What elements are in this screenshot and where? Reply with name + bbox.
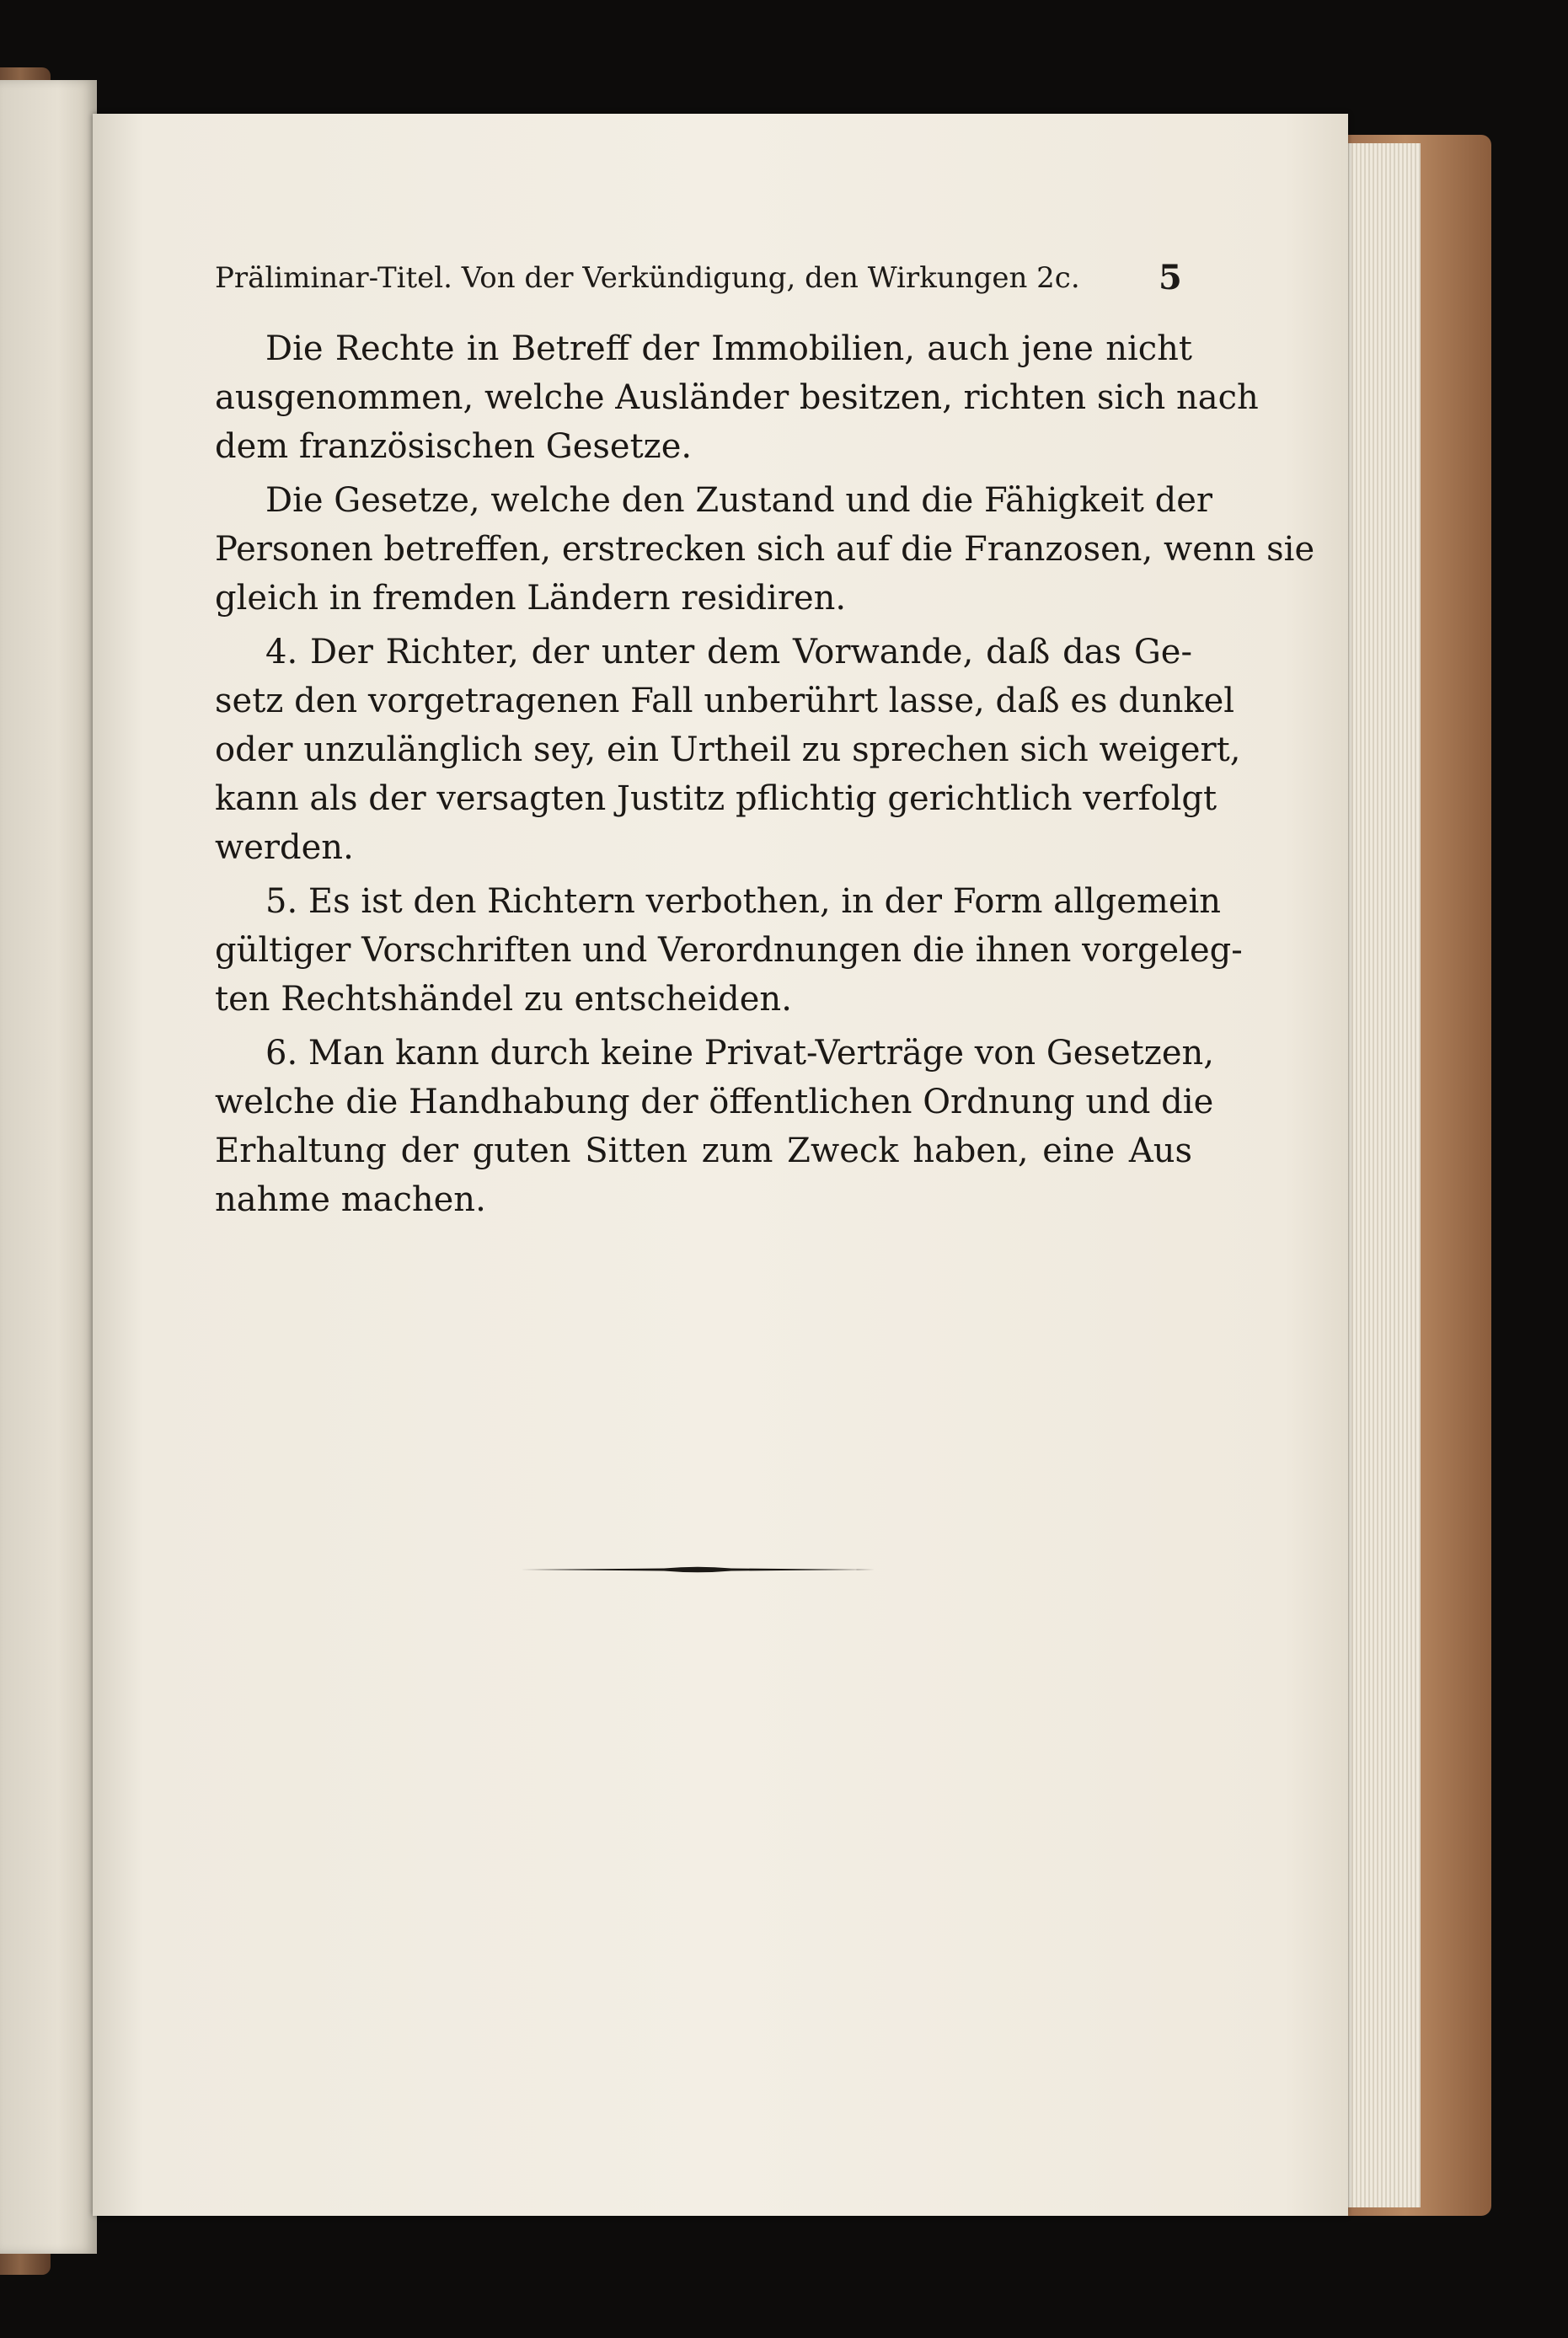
text-line: Die Gesetze, welche den Zustand und die Fähigkeit der xyxy=(265,481,1212,520)
text-line: Erhaltung der guten Sitten zum Zweck haben, eine Aus xyxy=(215,1132,1192,1170)
text-line: dem französischen Gesetze. xyxy=(215,427,693,466)
text-line: 4. Der Richter, der unter dem Vorwande, daß das Ge- xyxy=(265,633,1192,671)
text-line: ten Rechtshändel zu entscheiden. xyxy=(215,980,792,1019)
text-line: 5. Es ist den Richtern verbothen, in der Form allgemein xyxy=(265,882,1222,921)
closing-ornament-rule xyxy=(521,1565,875,1574)
text-line: Personen betreffen, erstrecken sich auf die Franzosen, wenn sie xyxy=(215,530,1315,569)
text-line: 6. Man kann durch keine Privat-Verträge von Gesetzen, xyxy=(265,1034,1214,1073)
paragraph xyxy=(215,628,1241,872)
text-line: werden. xyxy=(215,828,354,867)
paragraph xyxy=(215,1029,1214,1224)
paragraph xyxy=(215,877,1243,1024)
text-line: gleich in fremden Ländern residiren. xyxy=(215,579,847,618)
text-line: setz den vorgetragenen Fall unberührt lasse, daß es dunkel xyxy=(215,682,1235,720)
text-line: ausgenommen, welche Ausländer besitzen, richten sich nach xyxy=(215,378,1259,417)
paragraph xyxy=(215,324,1259,471)
page-body xyxy=(215,324,1315,1229)
text-line: Die Rechte in Betreff der Immobilien, auch jene nicht xyxy=(265,329,1192,368)
text-line: gültiger Vorschriften und Verordnungen die ihnen vorgeleg- xyxy=(215,931,1243,970)
header-title: Präliminar-Titel. Von der Verkündigung, den Wirkungen 2c. xyxy=(215,261,1080,295)
text-line: oder unzulänglich sey, ein Urtheil zu sprechen sich weigert, xyxy=(215,730,1241,769)
page-number: 5 xyxy=(1159,258,1182,297)
text-line: nahme machen. xyxy=(215,1180,486,1219)
text-line: welche die Handhabung der öffentlichen Ordnung und die xyxy=(215,1083,1214,1121)
page-stack-edge xyxy=(1345,143,1421,2207)
text-line: kann als der versagten Justitz pflichtig gerichtlich verfolgt xyxy=(215,779,1217,818)
paragraph xyxy=(215,476,1315,623)
left-page-edge xyxy=(0,80,97,2254)
